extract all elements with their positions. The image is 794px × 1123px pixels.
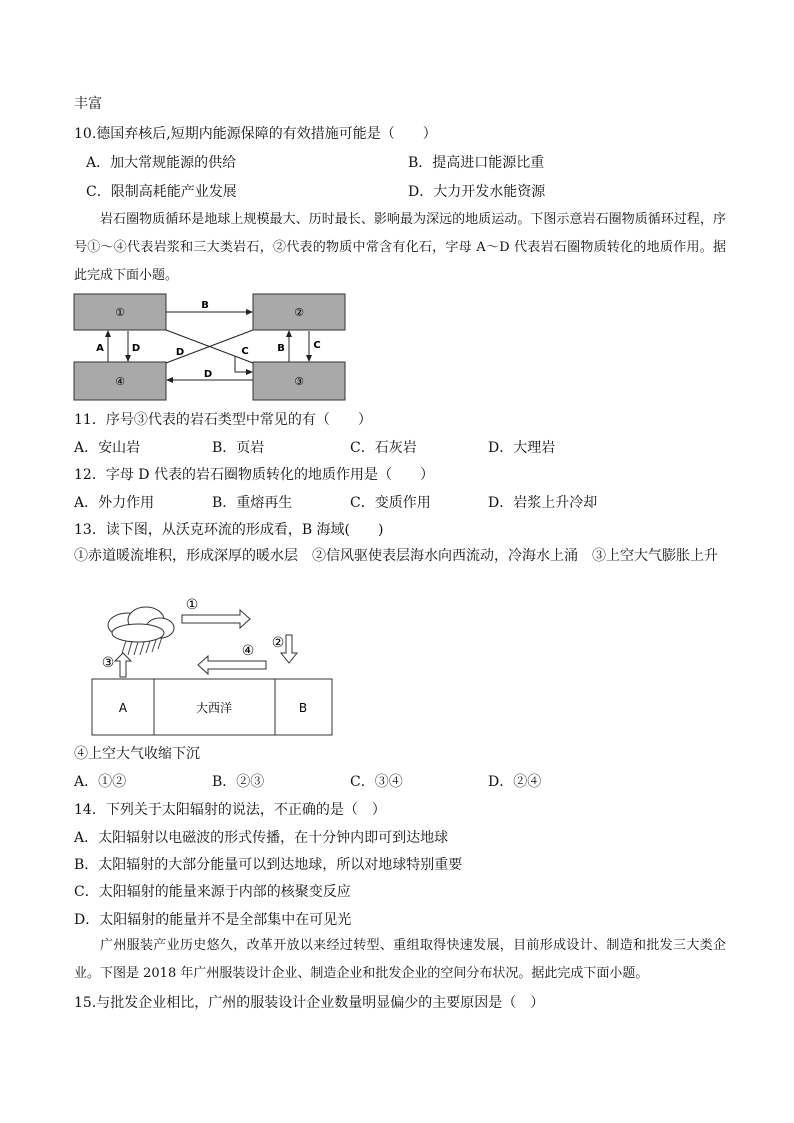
option-a[interactable]: A．①② <box>74 774 127 790</box>
label-c-cross: C <box>241 346 249 357</box>
question-11-options <box>74 438 734 458</box>
option-c[interactable]: C．石灰岩 <box>350 440 417 456</box>
question-13-stem: 13．读下图，从沃克环流的形成看，B 海域( ) <box>74 522 384 538</box>
arrow-3 <box>115 653 131 677</box>
label-d-cross: D <box>175 347 185 358</box>
label-c-right: C <box>313 340 321 351</box>
option-b[interactable]: B．太阳辐射的大部分能量可以到达地球，所以对地球特别重要 <box>74 857 463 873</box>
option-d[interactable]: D．大力开发水能资源 <box>408 184 546 200</box>
rock-box-1-label: ① <box>115 306 125 319</box>
rock-cycle-diagram <box>70 290 355 405</box>
rock-box-2-label: ② <box>294 306 304 319</box>
label-d-bottom: D <box>203 369 213 380</box>
label-b-top: B <box>201 300 209 311</box>
question-15-stem: 15.与批发企业相比，广州的服装设计企业数量明显偏少的主要原因是（ ） <box>74 995 545 1011</box>
option-a[interactable]: A．外力作用 <box>74 495 155 511</box>
arrow-3-label: ③ <box>101 655 115 671</box>
label-b-right: B <box>277 343 285 354</box>
question-11-stem: 11．序号③代表的岩石类型中常见的有（ ） <box>74 412 372 428</box>
arrow-c-loop <box>235 356 252 372</box>
question-13-item-4: ④上空大气收缩下沉 <box>74 746 200 762</box>
option-b[interactable]: B．提高进口能源比重 <box>408 155 545 171</box>
option-c[interactable]: C．太阳辐射的能量来源于内部的核聚变反应 <box>74 884 351 900</box>
option-d[interactable]: D．②④ <box>488 774 542 790</box>
cell-b-label: B <box>298 701 308 715</box>
question-10-options-row2 <box>74 182 734 202</box>
rock-box-4-label: ④ <box>115 375 125 388</box>
label-d-left: D <box>131 343 141 354</box>
arrow-4-label: ④ <box>241 643 255 659</box>
cell-a-label: A <box>118 701 128 715</box>
question-13-options <box>74 772 734 792</box>
option-d[interactable]: D．太阳辐射的能量并不是全部集中在可见光 <box>74 912 352 928</box>
option-a[interactable]: A．安山岩 <box>74 440 141 456</box>
rain-cloud-icon <box>108 607 174 655</box>
question-14-stem: 14．下列关于太阳辐射的说法，不正确的是（ ） <box>74 802 386 818</box>
option-c[interactable]: C．限制高耗能产业发展 <box>86 184 237 200</box>
option-b[interactable]: B．②③ <box>212 774 265 790</box>
option-a[interactable]: A．加大常规能源的供给 <box>86 155 237 171</box>
option-b[interactable]: B．重熔再生 <box>212 495 293 511</box>
question-13-items: ①赤道暖流堆积，形成深厚的暖水层 ②信风驱使表层海水向西流动，冷海水上涌 ③上空大气膨胀上升 <box>74 548 718 564</box>
question-12-stem: 12．字母 D 代表的岩石圈物质转化的地质作用是（ ） <box>74 467 434 483</box>
arrow-4 <box>198 656 266 674</box>
walker-circulation-diagram <box>88 595 338 745</box>
option-a[interactable]: A．太阳辐射以电磁波的形式传播，在十分钟内即可到达地球 <box>74 830 449 846</box>
question-10-options-row1 <box>74 153 734 173</box>
option-d[interactable]: D．岩浆上升冷却 <box>488 495 598 511</box>
arrow-2-label: ② <box>271 635 285 651</box>
option-d[interactable]: D．大理岩 <box>488 440 556 456</box>
option-b[interactable]: B．页岩 <box>212 440 265 456</box>
question-10-stem: 10.德国弃核后,短期内能源保障的有效措施可能是（ ） <box>74 126 437 142</box>
option-c[interactable]: C．③④ <box>350 774 403 790</box>
cell-ocean-label: 大西洋 <box>195 701 233 715</box>
text-fragment: 丰富 <box>74 96 102 112</box>
rock-box-3-label: ③ <box>294 375 304 388</box>
guangzhou-intro: 广州服装产业历史悠久，改革开放以来经过转型、重组取得快速发展，目前形成设计、制造和批发三大类企业。下图是 2018 年广州服装设计企业、制造企业和批发企业的空间分布状况。据此完成下面小题。 <box>74 938 726 981</box>
label-a-left: A <box>96 343 104 354</box>
rock-cycle-intro: 岩石圈物质循环是地球上规模最大、历时最长、影响最为深远的地质运动。下图示意岩石圈物质循环过程，序号①～④代表岩浆和三大类岩石，②代表的物质中常含有化石，字母 A～D 代表岩石圈物质转化的地质作用。据此完成下面小题。 <box>74 212 726 283</box>
option-c[interactable]: C．变质作用 <box>350 495 431 511</box>
question-12-options <box>74 493 734 513</box>
arrow-1-label: ① <box>185 597 199 613</box>
